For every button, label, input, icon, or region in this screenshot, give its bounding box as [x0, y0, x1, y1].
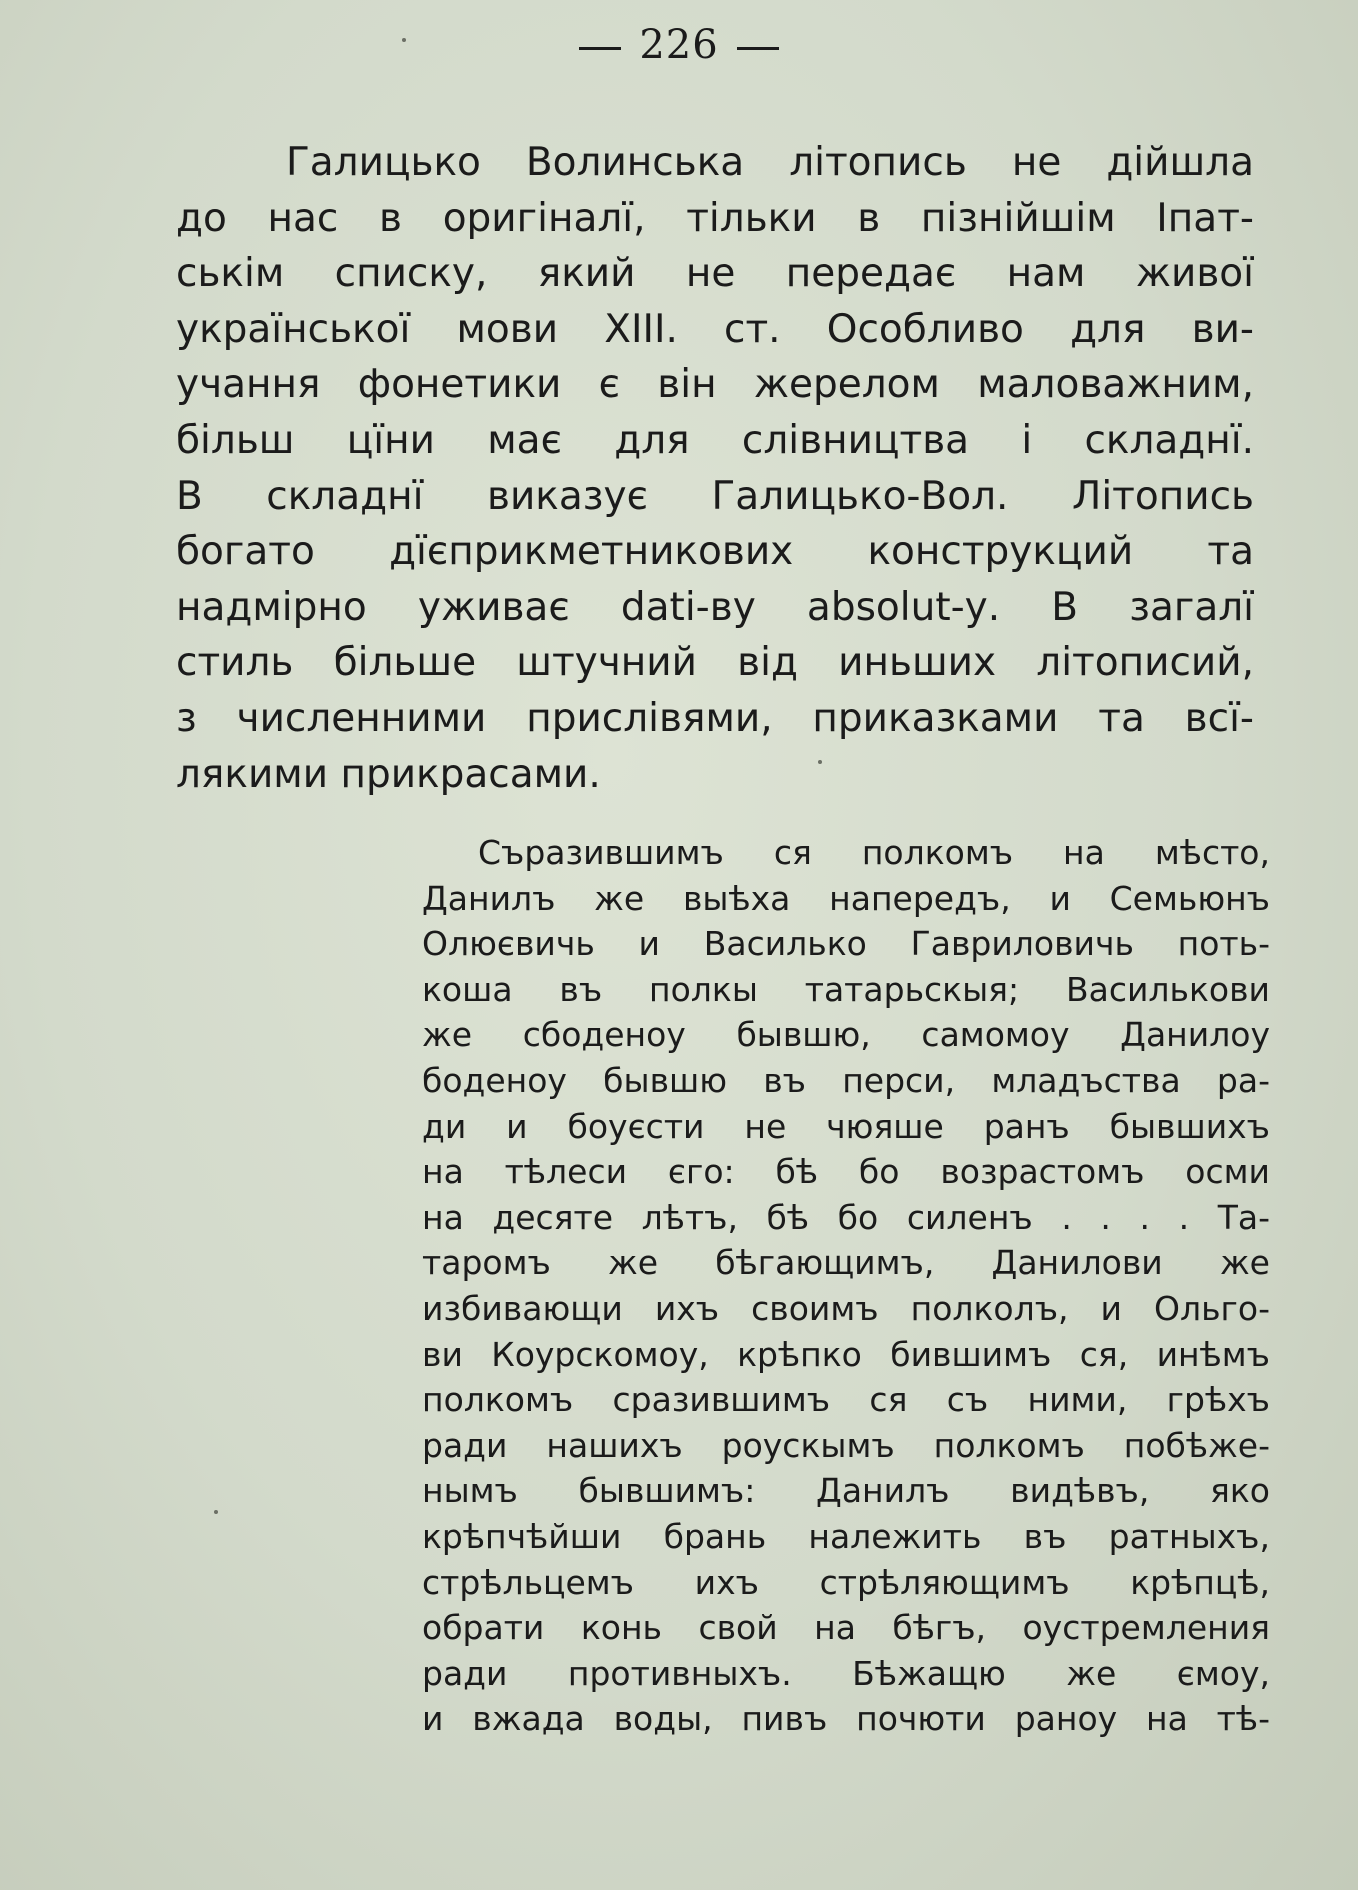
quote-line: же сбоденоу бывшю, самомоу Данилоу [422, 1015, 1270, 1055]
paragraph-line: з численними прислівями, приказками та всї- [176, 695, 1254, 741]
quote-line: на десяте лѣтъ, бѣ бо силенъ . . . . Та- [422, 1197, 1270, 1237]
paragraph-line: надмірно уживає dati-ву absolut-у. В загалї [176, 584, 1254, 630]
quote-line: ди и боуєсти не чюяше ранъ бывшихъ [422, 1106, 1270, 1146]
paper-speck [402, 38, 406, 42]
paragraph-line: української мови XIII. ст. Особливо для ви- [176, 306, 1254, 352]
quote-line: нымъ бывшимъ: Данилъ видѣвъ, яко [422, 1471, 1270, 1511]
paragraph-line: В складнї виказує Галицько-Вол. Літопись [176, 473, 1254, 519]
quote-line: на тѣлеси єго: бѣ бо возрастомъ осми [422, 1152, 1270, 1192]
page-number-header [0, 22, 1358, 68]
paragraph-line: стиль більше штучний від иньших літописий, [176, 640, 1254, 686]
paragraph-line: ськім списку, який не передає нам живої [176, 251, 1254, 297]
quote-line: стрѣльцемъ ихъ стрѣляющимъ крѣпцѣ, [422, 1562, 1270, 1602]
quote-line: и вжада воды, пивъ почюти раноу на тѣ- [422, 1699, 1270, 1739]
paragraph-line: до нас в оригіналї, тільки в пізнійшім Іпат- [176, 195, 1254, 241]
quote-line: боденоу бывшю въ перси, младъства ра- [422, 1060, 1270, 1100]
quote-line: избивающи ихъ своимъ полколъ, и Ольго- [422, 1288, 1270, 1328]
paragraph-line: більш цїни має для слівництва і складнї. [176, 417, 1254, 463]
paper-speck [214, 1510, 218, 1514]
quote-line: полкомъ сразившимъ ся съ ними, грѣхъ [422, 1380, 1270, 1420]
right-dash [737, 47, 779, 50]
quote-line: Данилъ же выѣха напередъ, и Семьюнъ [422, 878, 1270, 918]
quote-line: обрати конь свой на бѣгъ, оустремления [422, 1608, 1270, 1648]
page-number: 226 [639, 22, 719, 68]
quote-line: Съразившимъ ся полкомъ на мѣсто, [478, 833, 1270, 872]
quote-line: коша въ полкы татарьскыя; Василькови [422, 969, 1270, 1009]
quote-line: крѣпчѣйши брань належить въ ратныхъ, [422, 1516, 1270, 1556]
left-dash [579, 47, 621, 50]
quote-line: таромъ же бѣгающимъ, Данилови же [422, 1243, 1270, 1283]
main-paragraph [176, 135, 1254, 802]
quote-line: ради противныхъ. Бѣжащю же ємоу, [422, 1653, 1270, 1693]
paragraph-line: лякими прикрасами. [176, 751, 601, 797]
paragraph-line: Галицько Волинська літопись не дійшла [286, 140, 1254, 185]
chronicle-quote [422, 830, 1270, 1742]
paper-speck [818, 760, 822, 764]
quote-line: ради нашихъ роускымъ полкомъ побѣже- [422, 1425, 1270, 1465]
quote-line: ви Коурскомоу, крѣпко бившимъ ся, инѣмъ [422, 1334, 1270, 1374]
paragraph-line: богато дїєприкметникових конструкций та [176, 529, 1254, 575]
quote-line: Олюєвичь и Василько Гавриловичь поть- [422, 924, 1270, 964]
paragraph-line: учання фонетики є він жерелом маловажним, [176, 362, 1254, 408]
